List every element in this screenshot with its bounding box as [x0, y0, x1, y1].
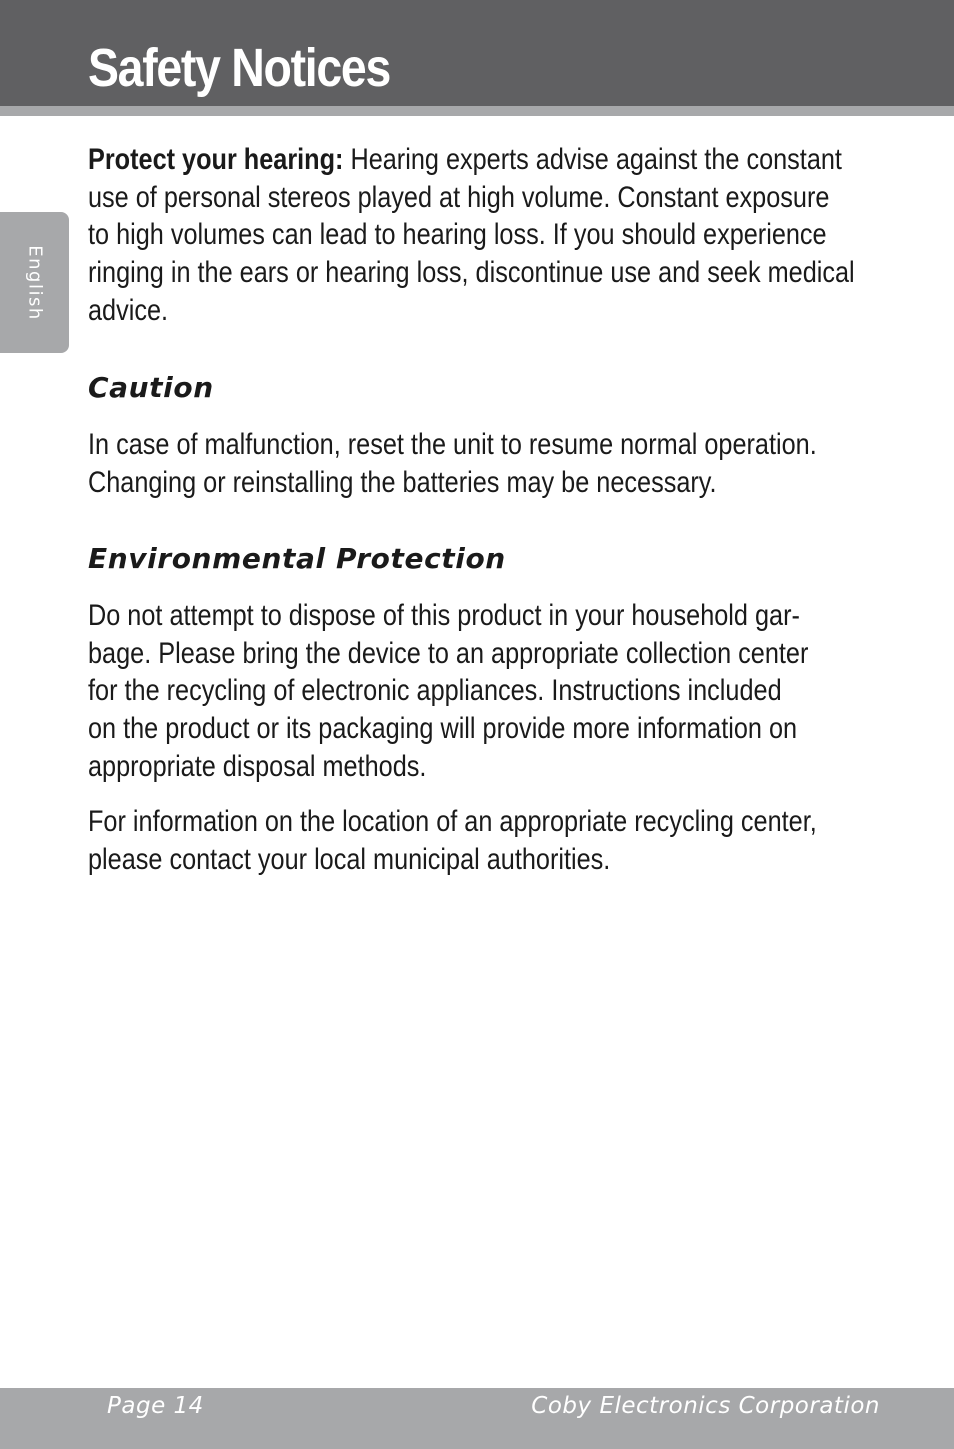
environment-paragraph-1: [88, 597, 888, 786]
caution-line: In case of malfunction, reset the unit to resume normal operation.: [88, 428, 817, 461]
hearing-line: to high volumes can lead to hearing loss. If you should experience: [88, 218, 827, 252]
caution-line: Changing or reinstalling the batteries may be necessary.: [88, 465, 717, 499]
hearing-paragraph: [88, 141, 888, 330]
environment-line: appropriate disposal methods.: [88, 749, 427, 783]
caution-heading: Caution: [88, 371, 214, 404]
hearing-line: advice.: [88, 293, 169, 327]
company-name: Coby Electronics Corporation: [531, 1393, 880, 1419]
hearing-line: use of personal stereos played at high volume. Constant exposure: [88, 180, 830, 214]
hearing-lead: Protect your hearing:: [88, 143, 344, 176]
environment-paragraph-2: [88, 803, 888, 878]
environment-heading: Environmental Protection: [88, 542, 506, 575]
hearing-line: ringing in the ears or hearing loss, discontinue use and seek medical: [88, 256, 855, 290]
language-tab: [0, 212, 69, 353]
environment-line: Do not attempt to dispose of this product in your household gar-: [88, 599, 800, 632]
header-stripe: [0, 106, 954, 116]
caution-paragraph: [88, 426, 888, 501]
environment-line: on the product or its packaging will provide more information on: [88, 712, 798, 746]
environment-line: please contact your local municipal authorities.: [88, 842, 611, 876]
hearing-line: [88, 141, 888, 179]
environment-line: For information on the location of an appropriate recycling center,: [88, 805, 817, 838]
hearing-line-text: Hearing experts advise against the constant: [343, 143, 842, 176]
language-tab-label: English: [24, 244, 45, 321]
environment-line: for the recycling of electronic appliances. Instructions included: [88, 674, 782, 708]
page-number: Page 14: [107, 1393, 204, 1419]
environment-line: bage. Please bring the device to an appropriate collection center: [88, 636, 809, 670]
page-title: Safety Notices: [88, 38, 390, 98]
